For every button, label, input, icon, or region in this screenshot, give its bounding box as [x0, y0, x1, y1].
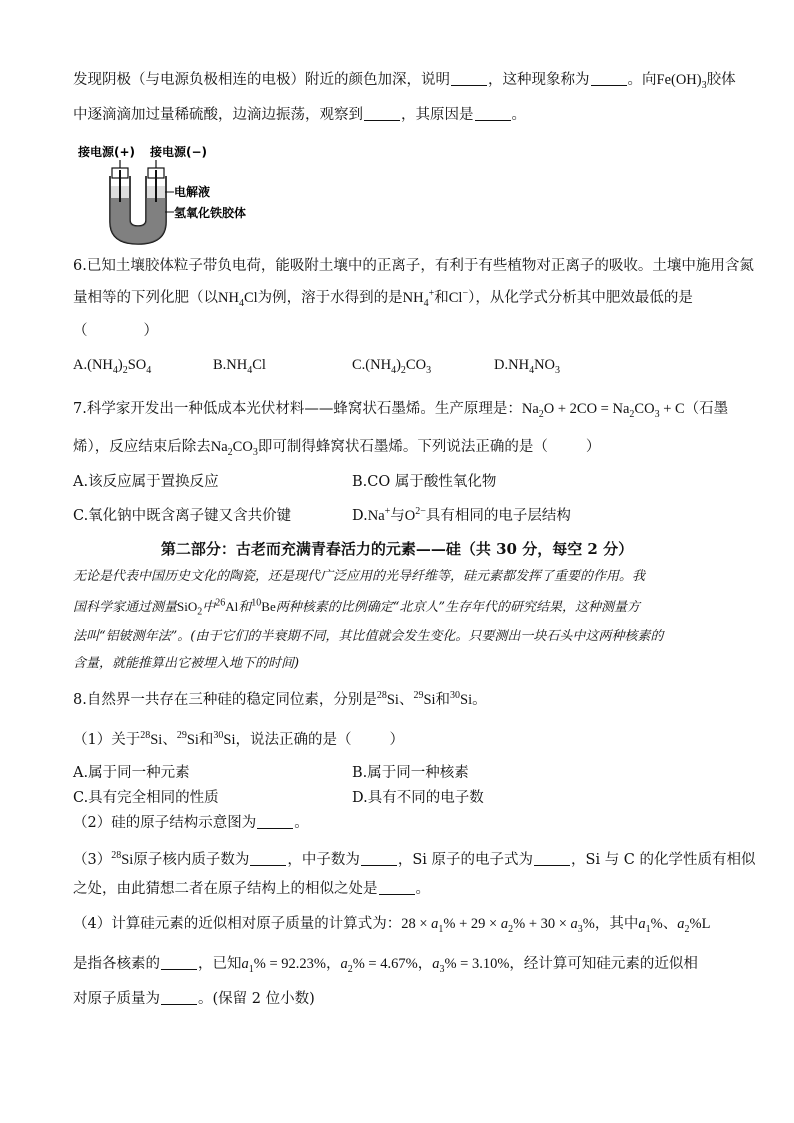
part2-intro-3: 法叫“铝铍测年法”。(由于它们的半衰期不同，其比值就会发生变化。只要测出一块石头中这两种核素的	[73, 629, 664, 644]
colloid-fill	[110, 198, 166, 244]
answer-blank[interactable]	[451, 71, 487, 86]
label-cathode: 接电源(−)	[150, 145, 208, 159]
q7-option-d[interactable]: D.Na+与$O^{2-}$具有相同的电子层结构	[352, 506, 571, 524]
answer-blank[interactable]	[250, 851, 286, 866]
label-colloid: 氢氧化铁胶体	[174, 206, 247, 220]
answer-blank[interactable]	[364, 106, 400, 121]
answer-blank[interactable]	[161, 955, 197, 970]
answer-blank[interactable]	[361, 851, 397, 866]
part2-heading: 第二部分：古老而充满青春活力的元素——硅（共 30 分，每空 2 分）	[160, 540, 634, 558]
q8-part-4-line-2: 是指各核素的 ，已知$a_1\% = 92.23\%$，$a_2\% = 4.67\%$，$a_3\% = 3.10\%$，经计算可知硅元素的近似相	[73, 956, 698, 975]
answer-blank[interactable]	[379, 880, 415, 895]
q8-part-3-line-1: $(3)^{28}Si$原子核内质子数为 ，中子数为 ，Si 原子的电子式为 ，Si 与 C 的化学性质有相似	[73, 850, 756, 868]
answer-blank[interactable]	[475, 106, 511, 121]
q8-part-2: （2）硅的原子结构示意图为 。	[73, 815, 309, 831]
q8-stem: 8.自然界一共存在三种硅的稳定同位素，分别是$^{28}$Si、$^{29}$Si和$^{30}$Si。	[73, 690, 487, 708]
q8-option-d[interactable]: D.具有不同的电子数	[352, 790, 484, 806]
q8-part-3-line-2: 之处，由此猜想二者在原子结构上的相似之处是 。	[73, 881, 430, 897]
q6-option-a[interactable]: $A.(NH_4)_2SO_4$	[73, 357, 152, 376]
part2-intro-2: 国科学家通过测量SiO$_2$中$^{26}$Al和$^{10}$Be两种核素的比例确定“北京人”生存年代的研究结果，这种测量方	[73, 597, 641, 618]
q7-line-1: 7.科学家开发出一种低成本光伏材料——蜂窝状石墨烯。生产原理是：$Na_2O + 2CO = Na_2CO_3 + C$（石墨	[73, 401, 729, 420]
answer-blank[interactable]	[591, 71, 627, 86]
answer-blank[interactable]	[534, 851, 570, 866]
q6-line-1: 6.已知土壤胶体粒子带负电荷，能吸附土壤中的正离子，有利于有些植物对正离子的吸收。土壤中施用含氮	[73, 258, 754, 274]
q6-line-2: 量相等的下列化肥（以$NH_4Cl$为例，溶于水得到的是$NH_4^+$和Cl−），从化学式分析其中肥效最低的是	[73, 288, 693, 309]
answer-blank[interactable]	[161, 990, 197, 1005]
q8-part-4-line-1: （4）计算硅元素的近似相对原子质量的计算式为：$28 \times a_1\% + 29 \times a_2\% + 30 \times a_3\%$，其中$a_1\%$、$a_2\%L$	[73, 916, 711, 935]
q7-line-2: 烯），反应结束后除去$Na_2CO_3$即可制得蜂窝状石墨烯。下列说法正确的是（ ）	[73, 439, 601, 458]
q8-part-4-line-3: 对原子质量为 。(保留 2 位小数)	[73, 991, 315, 1007]
q7-option-a[interactable]: A.该反应属于置换反应	[73, 474, 219, 490]
q6-answer-paren: （ ）	[73, 323, 158, 339]
q7-option-b[interactable]: B.CO 属于酸性氧化物	[352, 474, 497, 490]
q6-option-b[interactable]: $B.NH_4Cl$	[213, 357, 266, 376]
mass-formula: $28 \times a_1\% + 29 \times a_2\% + 30 \times a_3\%$	[401, 916, 595, 935]
q6-option-d[interactable]: $D.NH_4NO_3$	[494, 357, 561, 376]
part2-intro-1: 无论是代表中国历史文化的陶瓷，还是现代广泛应用的光导纤维等，硅元素都发挥了重要的作用。我	[73, 569, 646, 584]
answer-blank[interactable]	[257, 814, 293, 829]
q8-part-1: （1）关于$^{28}$Si、$^{29}$Si和$^{30}$Si，说法正确的是（ ）	[73, 730, 405, 748]
q7-equation: $Na_2O + 2CO = Na_2CO_3 + C$	[521, 401, 685, 420]
label-electrolyte: 电解液	[174, 185, 211, 199]
q8-option-b[interactable]: B.属于同一种核素	[352, 765, 469, 781]
q6-option-c[interactable]: $C.(NH_4)_2CO_3$	[352, 357, 432, 376]
q5-line-2: 中逐滴滴加过量稀硫酸，边滴边振荡，观察到 ，其原因是 。	[73, 107, 526, 123]
q8-option-c[interactable]: C.具有完全相同的性质	[73, 790, 219, 806]
q8-option-a[interactable]: A.属于同一种元素	[73, 765, 190, 781]
q5-line-1: 发现阴极（与电源负极相连的电极）附近的颜色加深，说明 ，这种现象称为 。向$Fe(OH)_3$胶体	[73, 72, 736, 91]
label-anode: 接电源(+)	[78, 145, 136, 159]
u-tube-diagram	[74, 140, 264, 250]
q7-option-c[interactable]: C.氧化钠中既含离子键又含共价键	[73, 508, 292, 524]
part2-intro-4: 含量，就能推算出它被埋入地下的时间)	[73, 656, 300, 671]
